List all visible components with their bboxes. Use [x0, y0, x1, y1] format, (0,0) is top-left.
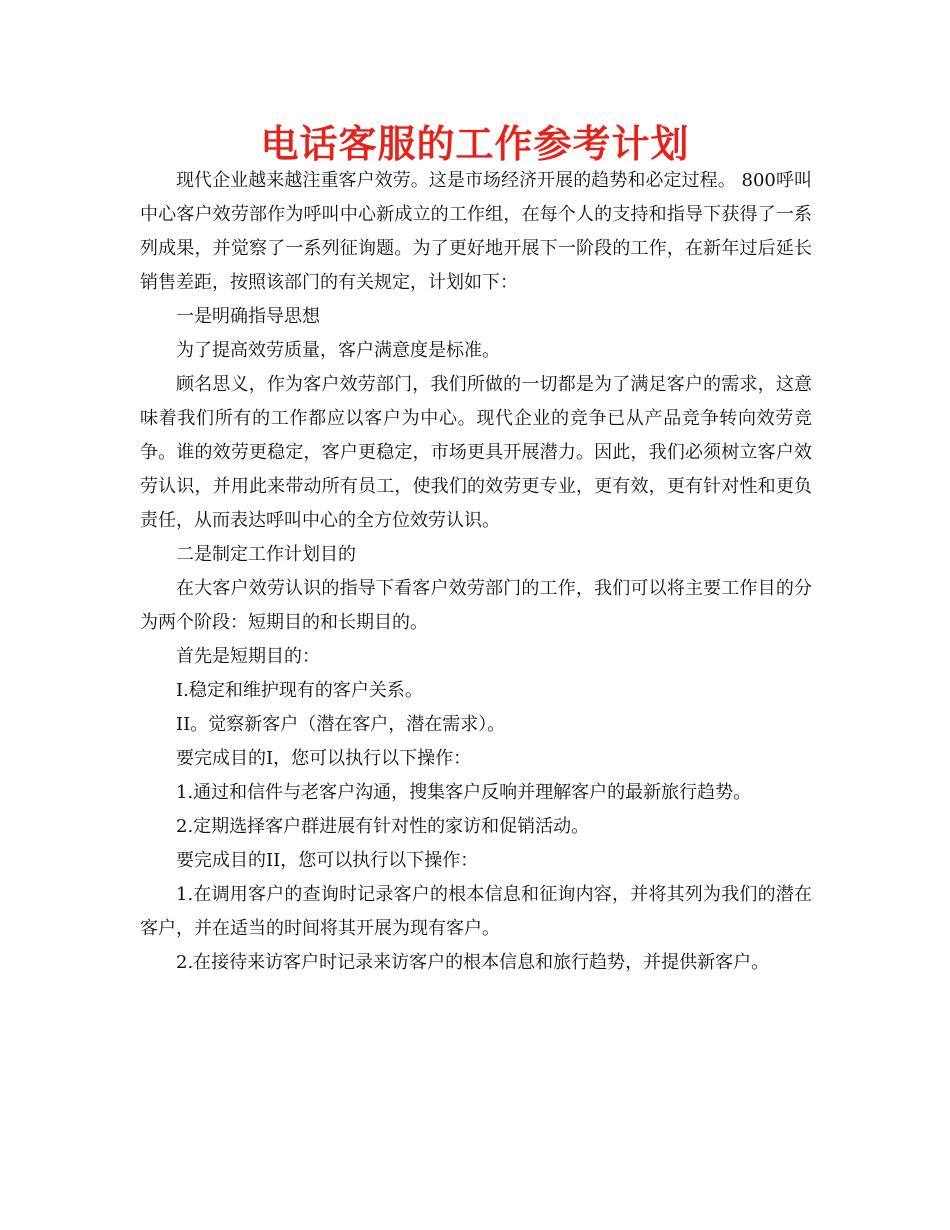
list-item-goal-1-action-1: 1.通过和信件与老客户沟通，搜集客户反响并理解客户的最新旅行趋势。 — [176, 782, 752, 803]
paragraph-two-stages: 在大客户效劳认识的指导下看客户效劳部门的工作，我们可以将主要工作目的分为两个阶段：短期目的和长期目的。 — [140, 578, 812, 633]
heading-plan-goals: 二是制定工作计划目的 — [176, 544, 356, 565]
list-item-goal-1-action-2: 2.定期选择客户群进展有针对性的家访和促销活动。 — [176, 816, 590, 837]
paragraph-intro: 现代企业越来越注重客户效劳。这是市场经济开展的趋势和必定过程。 800呼叫中心客户效劳部作为呼叫中心新成立的工作组，在每个人的支持和指导下获得了一系列成果，并觉察了一系列征询题。为了更好地开展下一阶段的工作，在新年过后延长销售差距，按照该部门的有关规定，计划如下： — [140, 170, 812, 293]
heading-goal-1-actions: 要完成目的I，您可以执行以下操作： — [176, 748, 472, 769]
list-item-goal-2: II。觉察新客户（潜在客户，潜在需求）。 — [176, 714, 506, 735]
list-item-goal-2-action-2: 2.在接待来访客户时记录来访客户的根本信息和旅行趋势，并提供新客户。 — [176, 952, 770, 973]
heading-goal-2-actions: 要完成目的II，您可以执行以下操作： — [176, 850, 479, 871]
paragraph-quality: 为了提高效劳质量，客户满意度是标准。 — [176, 340, 500, 361]
paragraph-customer-centric: 顾名思义，作为客户效劳部门，我们所做的一切都是为了满足客户的需求，这意味着我们所有的工作都应以客户为中心。现代企业的竞争已从产品竞争转向效劳竞争。谁的效劳更稳定，客户更稳定，市场更具开展潜力。因此，我们必须树立客户效劳认识，并用此来带动所有员工，使我们的效劳更专业，更有效，更有针对性和更负责任，从而表达呼叫中心的全方位效劳认识。 — [140, 374, 812, 531]
document-title: 电话客服的工作参考计划 — [260, 122, 690, 166]
list-item-goal-1: I.稳定和维护现有的客户关系。 — [176, 680, 423, 701]
heading-guiding-ideology: 一是明确指导思想 — [176, 306, 320, 327]
list-item-goal-2-action-1: 1.在调用客户的查询时记录客户的根本信息和征询内容，并将其列为我们的潜在客户，并在适当的时间将其开展为现有客户。 — [140, 884, 812, 939]
document-body — [140, 164, 812, 980]
heading-short-term: 首先是短期目的： — [176, 646, 320, 667]
